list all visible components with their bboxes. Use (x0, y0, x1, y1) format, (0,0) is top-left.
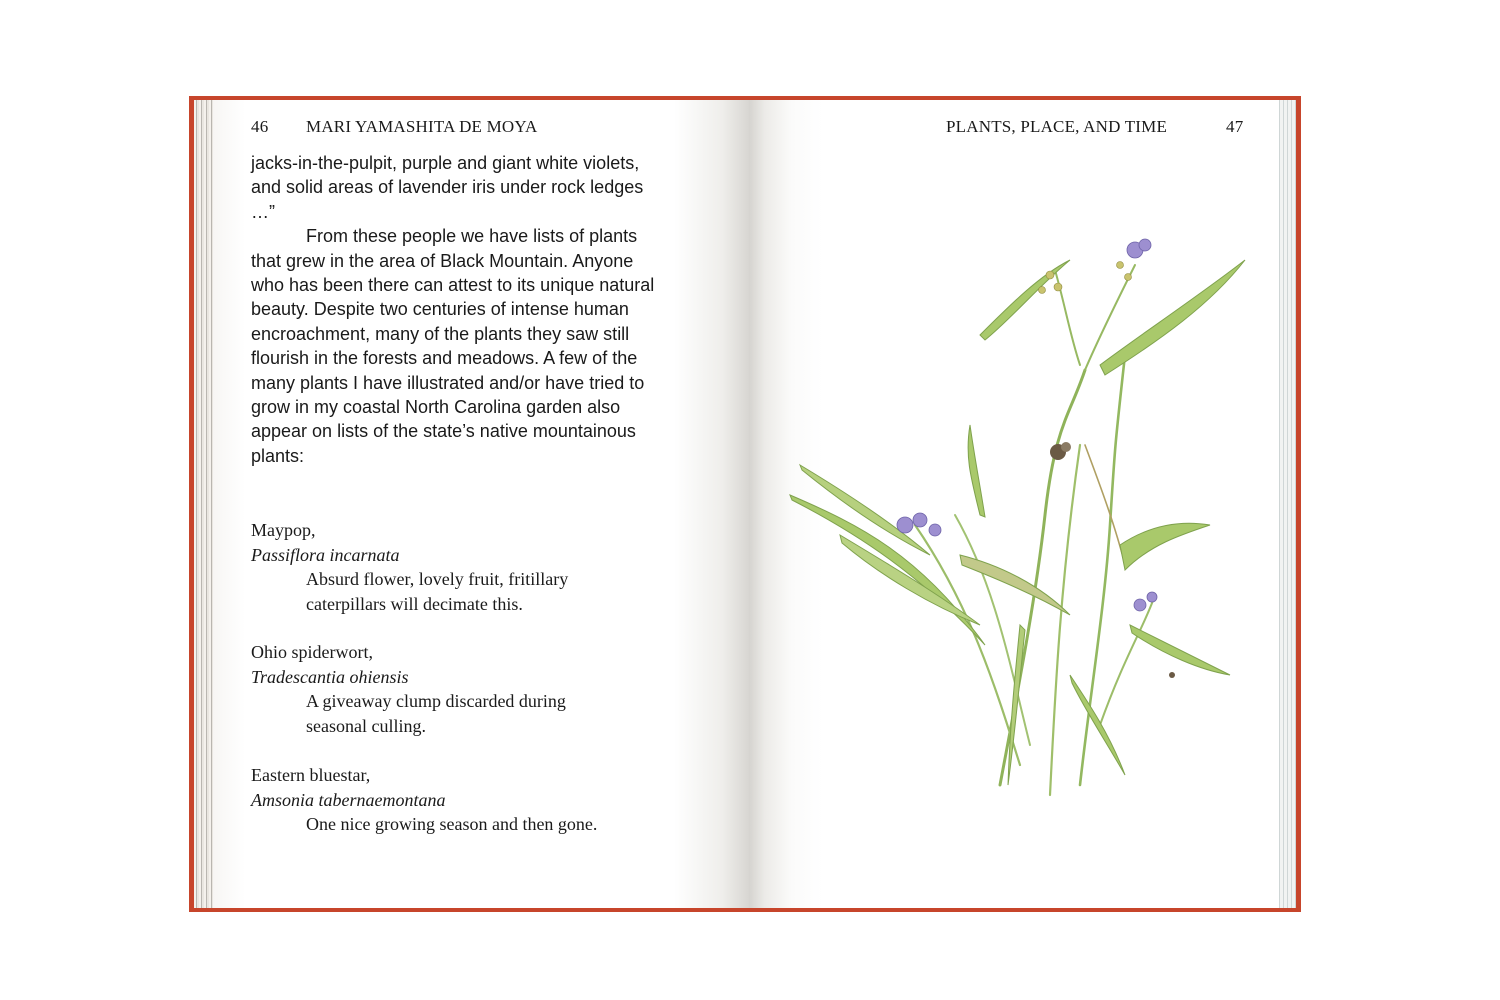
common-name: Eastern bluestar, (251, 765, 371, 785)
note-line: caterpillars will decimate this. (306, 593, 523, 614)
right-page-number: 47 (1226, 117, 1244, 136)
left-running-head: MARI YAMASHITA DE MOYA (306, 117, 538, 136)
plant-entry-bluestar (251, 763, 671, 837)
plant-entry-spiderwort (251, 640, 671, 738)
scientific-name: Amsonia tabernaemontana (251, 789, 446, 810)
note-line: One nice growing season and then gone. (306, 814, 598, 834)
scientific-name: Tradescantia ohiensis (251, 666, 409, 687)
scientific-name: Passiflora incarnata (251, 544, 400, 565)
page-edges-right (1276, 100, 1296, 908)
spiderwort-illustration (780, 225, 1260, 825)
paragraph-lists: From these people we have lists of plants that grew in the area of Black Mountain. Anyone who has been there can attest to its unique natural beauty. Despite two centuries of intense human encroachment, many of the plants they saw still flourish in the forests and meadows. A few of the many plants I have illustrated and/or have tried to grow in my coastal North Carolina garden also appear on lists of the state’s native mountainous plants: (251, 226, 655, 466)
note-line: A giveaway clump discarded during (306, 691, 566, 711)
common-name: Maypop, (251, 520, 316, 540)
left-page-number: 46 (251, 117, 269, 136)
body-text (251, 151, 671, 468)
common-name: Ohio spiderwort, (251, 642, 373, 662)
plant-entry-maypop (251, 518, 671, 616)
note-line: Absurd flower, lovely fruit, fritillary (306, 569, 569, 589)
note-line: seasonal culling. (306, 715, 426, 736)
paragraph-continued: jacks-in-the-pulpit, purple and giant white violets, and solid areas of lavender iris under rock ledges …” (251, 153, 644, 222)
right-running-head: PLANTS, PLACE, AND TIME (946, 117, 1168, 136)
